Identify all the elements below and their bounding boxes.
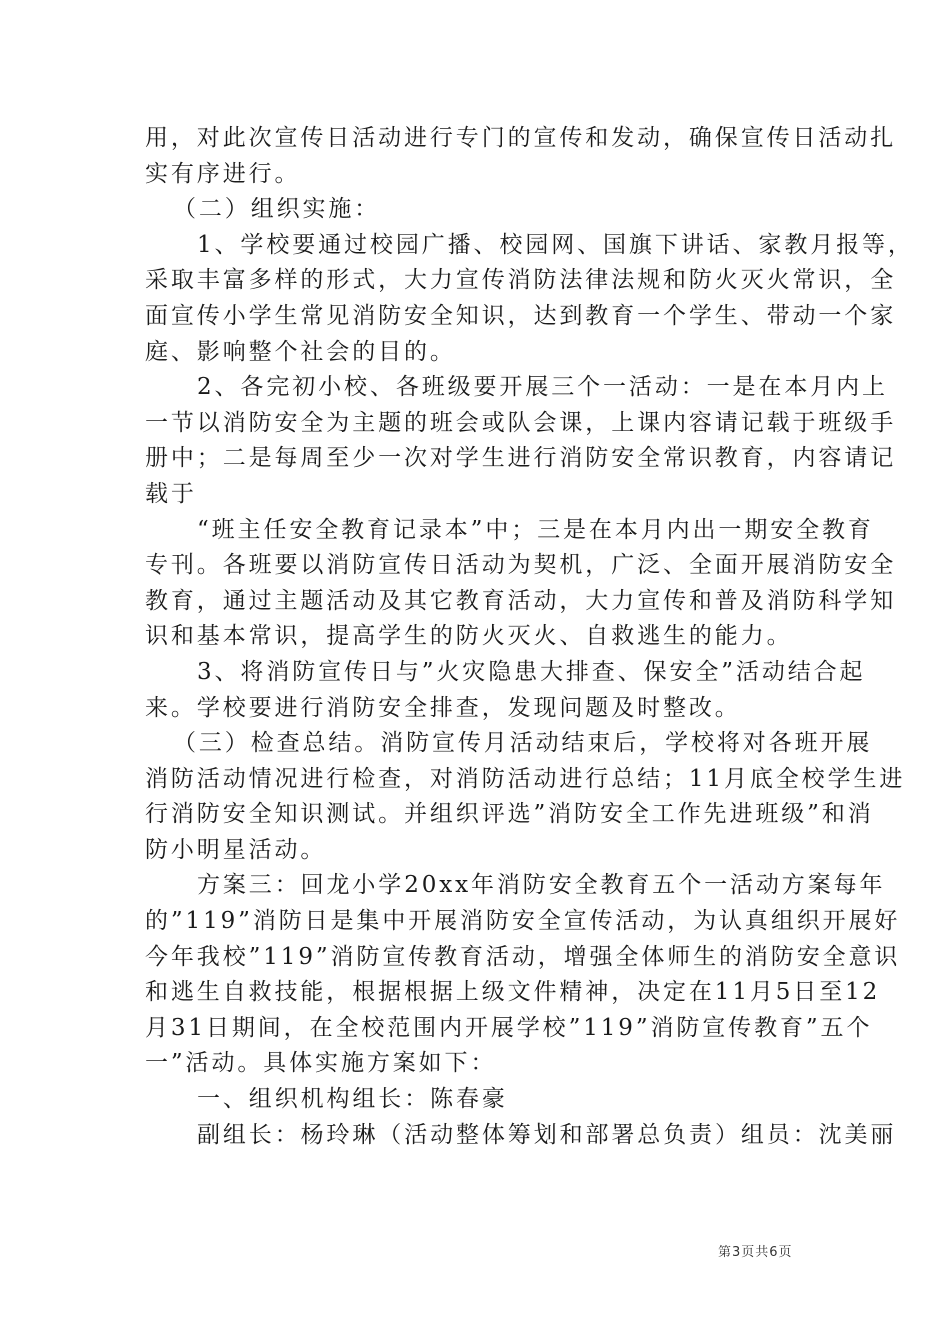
text-line: 采取丰富多样的形式，大力宣传消防法律法规和防火灭火常识，全 [145, 267, 897, 294]
text-line: 消防活动情况进行检查，对消防活动进行总结；11月底全校学生进 [145, 765, 906, 792]
document-page [145, 121, 914, 1153]
text-line: 方案三：回龙小学20xx年消防安全教育五个一活动方案每年 [197, 872, 886, 899]
text-line: 教育，通过主题活动及其它教育活动，大力宣传和普及消防科学知 [145, 587, 897, 614]
text-line: 3、将消防宣传日与”火灾隐患大排查、保安全”活动结合起 [197, 658, 866, 685]
text-line: 实有序进行。 [145, 160, 301, 187]
text-line: 来。学校要进行消防安全排查，发现问题及时整改。 [145, 694, 741, 721]
text-line: 专刊。各班要以消防宣传日活动为契机，广泛、全面开展消防安全 [145, 552, 897, 579]
section-heading: （三）检查总结。消防宣传月活动结束后，学校将对各班开展 [173, 730, 873, 757]
text-line: 一”活动。具体实施方案如下： [145, 1050, 497, 1077]
text-line: 载于 [145, 480, 197, 507]
text-line: 庭、影响整个社会的目的。 [145, 338, 456, 365]
text-line: 行消防安全知识测试。并组织评选”消防安全工作先进班级”和消 [145, 801, 874, 828]
text-line: 2、各完初小校、各班级要开展三个一活动：一是在本月内上 [197, 374, 888, 401]
text-line: 今年我校”119”消防宣传教育活动，增强全体师生的消防安全意识 [145, 943, 901, 970]
text-line: 防小明星活动。 [145, 836, 327, 863]
text-line: 识和基本常识，提高学生的防火灭火、自救逃生的能力。 [145, 623, 793, 650]
page-number: 第3页共6页 [718, 1245, 793, 1260]
text-line: 副组长：杨玲琳（活动整体筹划和部署总负责）组员：沈美丽 [197, 1121, 897, 1148]
text-line: 的”119”消防日是集中开展消防安全宣传活动，为认真组织开展好 [145, 908, 901, 935]
text-line: 面宣传小学生常见消防安全知识，达到教育一个学生、带动一个家 [145, 302, 897, 329]
text-line: 一、组织机构组长：陈春豪 [197, 1086, 508, 1113]
text-line: 和逃生自救技能，根据根据上级文件精神，决定在11月5日至12 [145, 979, 881, 1006]
text-line: 1、学校要通过校园广播、校园网、国旗下讲话、家教月报等， [197, 231, 914, 258]
text-line: 用，对此次宣传日活动进行专门的宣传和发动，确保宣传日活动扎 [145, 125, 897, 151]
text-line: “班主任安全教育记录本”中；三是在本月内出一期安全教育 [197, 516, 874, 543]
text-line: 月31日期间，在全校范围内开展学校”119”消防宣传教育”五个 [145, 1014, 873, 1041]
section-heading: （二）组织实施： [173, 196, 381, 223]
text-line: 册中；二是每周至少一次对学生进行消防安全常识教育，内容请记 [145, 445, 897, 472]
text-line: 一节以消防安全为主题的班会或队会课，上课内容请记载于班级手 [145, 409, 897, 436]
